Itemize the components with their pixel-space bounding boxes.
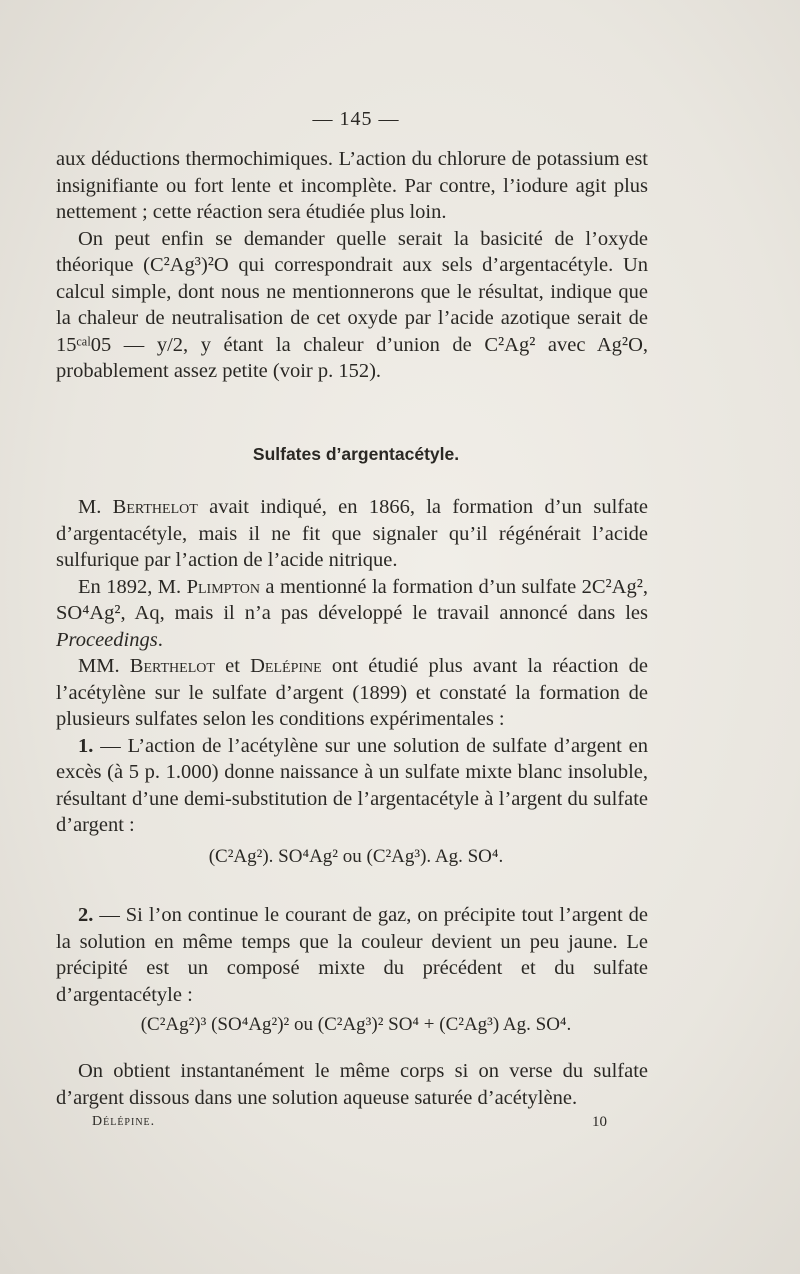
author-name: Berthelot (112, 496, 198, 518)
paragraph-plimpton (56, 574, 648, 654)
page-number: — 145 — (312, 108, 400, 130)
para3-prefix: M. (78, 496, 113, 518)
paragraph-item-2 (56, 902, 648, 1008)
text-block-top (56, 146, 648, 385)
signature-number: 10 (592, 1114, 607, 1130)
text-block-middle (56, 494, 648, 839)
text-block-bottom (56, 902, 648, 1008)
author-name: Plimpton (186, 575, 260, 598)
formula-2: (C²Ag²)³ (SO⁴Ag²)² ou (C²Ag³)² SO⁴ + (C²Ag³) Ag. SO⁴. (140, 1014, 572, 1035)
para5-text: ont étudié plus avant la réaction de l’acétylène sur le sulfate d’argent (1899) et constaté la formation de plusieurs sulfates selon les conditions expérimentales : (56, 655, 648, 730)
formula-1: (C²Ag²). SO⁴Ag² ou (C²Ag³). Ag. SO⁴. (208, 846, 504, 867)
paragraph-item-1 (56, 733, 648, 839)
paragraph-final: On obtient instantanément le même corps si on verse du sulfate d’argent dissous dans une solution aqueuse saturée d’acétylène. (56, 1060, 648, 1109)
paragraph-berthelot (56, 494, 648, 574)
item-number: 2. (78, 904, 94, 926)
author-name: Berthelot (129, 655, 215, 677)
text-block-final (56, 1058, 648, 1111)
author-name: Delépine (250, 655, 322, 677)
journal-title: Proceedings (56, 628, 158, 651)
section-heading: Sulfates d’argentacétyle. (252, 444, 460, 464)
footer-author: Délépine. (92, 1114, 156, 1129)
para5-mid: et (214, 655, 251, 677)
paragraph-continuation: aux déductions thermochimiques. L’action du chlorure de potassium est insignifiante ou fort lente et incomplète. Par contre, l’iodure agit plus nettement ; cette réaction sera étudiée plus loin. (56, 148, 648, 223)
para4-end: . (157, 628, 163, 651)
para4-prefix: En 1892, M. (78, 575, 187, 598)
item-number: 1. (78, 734, 94, 757)
item-2-text: — Si l’on continue le courant de gaz, on précipite tout l’argent de la solution en même temps que la couleur devient un peu jaune. Le précipité est un composé mixte du précédent et du sulfate d’argentacétyle : (56, 904, 648, 1006)
paragraph-basicity: On peut enfin se demander quelle serait la basicité de l’oxyde théorique (C²Ag³)²O qui correspondrait aux sels d’argentacétyle. Un calcul simple, dont nous ne mentionnerons que le résultat, indique que la chaleur de neutralisation de cet oxyde par l’acide azotique serait de 15ᶜᵃˡ05 — y/2, y étant la chaleur d’union de C²Ag² avec Ag²O, probablement assez petite (voir p. 152). (56, 227, 648, 382)
paragraph-berthelot-delepine (56, 653, 648, 733)
para3-text: avait indiqué, en 1866, la formation d’un sulfate d’argentacétyle, mais il ne fit que signaler qu’il régénérait l’acide sulfurique par l’action de l’acide nitrique. (56, 496, 648, 571)
para5-prefix: MM. (78, 655, 130, 677)
item-1-text: — L’action de l’acétylène sur une solution de sulfate d’argent en excès (à 5 p. 1.000) donne naissance à un sulfate mixte blanc insoluble, résultant d’une demi-substitution de l’argentacétyle à l’argent du sulfate d’argent : (56, 734, 648, 836)
para4-text: a mentionné la formation d’un sulfate 2C²Ag², SO⁴Ag², Aq, mais il n’a pas développé le travail annoncé dans les (56, 575, 649, 624)
